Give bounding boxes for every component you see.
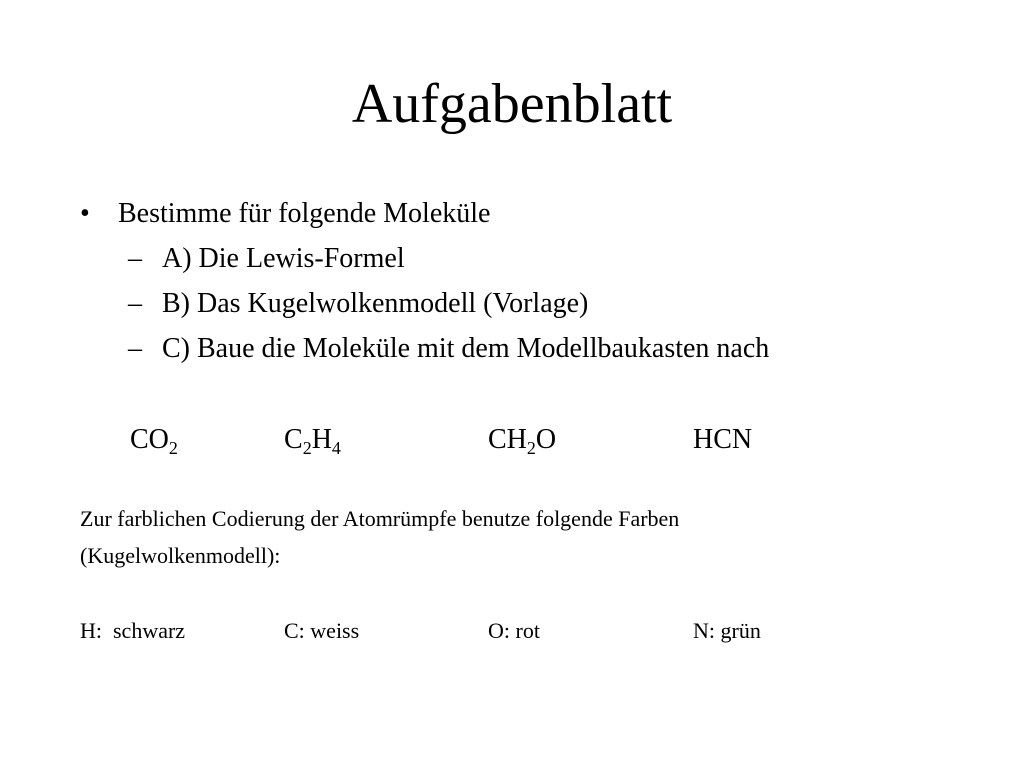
color-value: weiss	[310, 618, 360, 643]
molecule-ch2o	[488, 422, 556, 458]
formula-part: C	[284, 424, 303, 455]
molecule-co2	[130, 422, 178, 458]
subtask-label: A) Die Lewis-Formel	[162, 243, 405, 274]
color-value: rot	[515, 618, 540, 643]
molecule-hcn	[693, 422, 752, 458]
subtask-a	[128, 241, 405, 277]
page-title: Aufgabenblatt	[351, 73, 673, 135]
formula-part: H	[311, 424, 332, 455]
subtask-label: C) Baue die Moleküle mit dem Modellbaukasten nach	[162, 333, 770, 364]
formula-subscript: 4	[331, 438, 341, 458]
color-value: grün	[720, 618, 761, 643]
molecule-c2h4	[284, 422, 341, 458]
formula-subscript: 2	[168, 438, 178, 458]
color-atom: O:	[488, 618, 510, 643]
dash-icon: –	[128, 333, 142, 364]
color-h	[80, 616, 185, 646]
subtask-label: B) Das Kugelwolkenmodell (Vorlage)	[162, 288, 589, 319]
formula-subscript: 2	[302, 438, 312, 458]
color-o	[488, 616, 540, 646]
color-atom: N:	[693, 618, 715, 643]
color-atom: C:	[284, 618, 305, 643]
color-value: schwarz	[113, 618, 186, 643]
formula-part: HCN	[693, 424, 753, 455]
bullet-icon: •	[80, 198, 90, 229]
formula-part: CH	[488, 424, 527, 455]
formula-subscript: 2	[526, 438, 536, 458]
formula-part: O	[535, 424, 557, 455]
dash-icon: –	[128, 288, 142, 319]
formula-part: CO	[130, 424, 169, 455]
task-bullet	[80, 196, 490, 232]
task-text: Bestimme für folgende Moleküle	[118, 198, 491, 229]
color-n	[693, 616, 761, 646]
dash-icon: –	[128, 243, 142, 274]
color-c	[284, 616, 359, 646]
subtask-b	[128, 286, 588, 322]
color-atom: H:	[80, 618, 102, 643]
color-note-line2: (Kugelwolkenmodell):	[80, 543, 281, 568]
color-note-line1: Zur farblichen Codierung der Atomrümpfe benutze folgende Farben	[80, 506, 680, 531]
subtask-c	[128, 331, 769, 367]
